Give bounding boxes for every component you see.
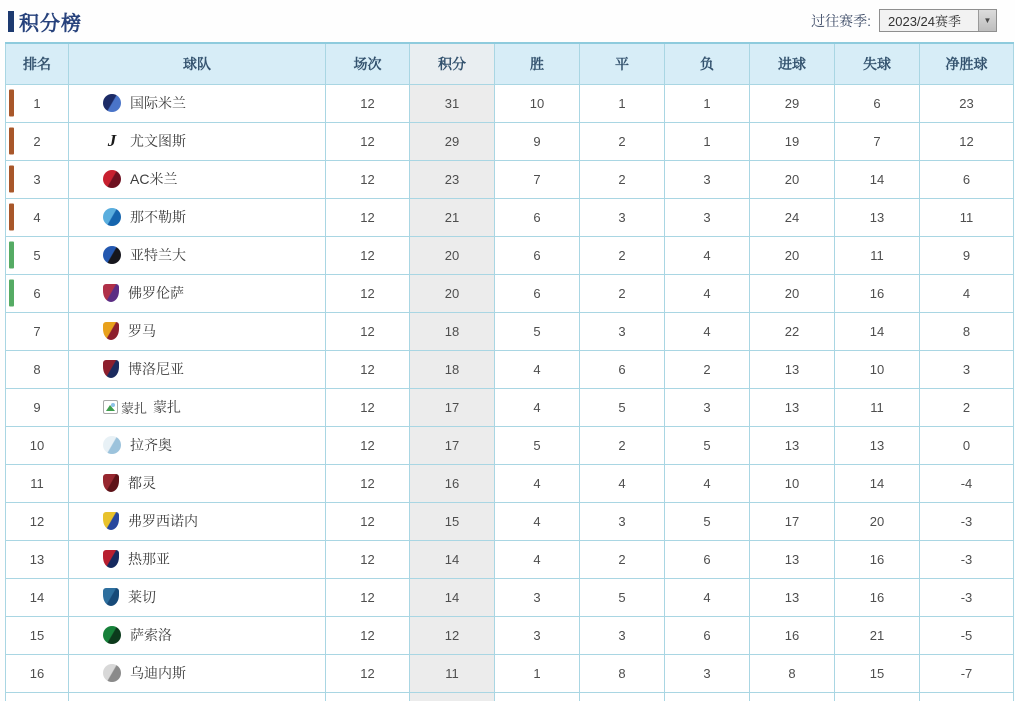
played-cell: 12 [326, 350, 410, 388]
goals-against-cell: 13 [835, 198, 920, 236]
goals-for-cell: 17 [750, 502, 835, 540]
table-row [6, 692, 1014, 701]
team-cell [69, 654, 326, 692]
losses-cell: 3 [665, 198, 750, 236]
wins-cell: 9 [495, 122, 580, 160]
team-cell [69, 502, 326, 540]
rank-number: 7 [33, 323, 41, 339]
draws-cell: 2 [580, 236, 665, 274]
col-header-goal-diff: 净胜球 [920, 43, 1014, 84]
wins-cell: 10 [495, 84, 580, 122]
draws-cell [580, 692, 665, 701]
points-cell: 29 [410, 122, 495, 160]
team-logo: J [107, 131, 117, 150]
rank-number: 10 [29, 437, 45, 453]
page-title-text: 积分榜 [19, 13, 82, 35]
goals-against-cell: 11 [835, 388, 920, 426]
table-row [6, 122, 1014, 160]
team-cell [69, 84, 326, 122]
points-cell: 12 [410, 616, 495, 654]
losses-cell: 4 [665, 578, 750, 616]
team-name: AC米兰 [130, 171, 178, 187]
team-name: 莱切 [128, 589, 156, 605]
rank-number: 6 [33, 285, 41, 301]
wins-cell [495, 692, 580, 701]
wins-cell: 6 [495, 236, 580, 274]
draws-cell: 3 [580, 312, 665, 350]
goals-against-cell: 7 [835, 122, 920, 160]
league-standings-table [5, 42, 1014, 701]
goal-diff-cell: -3 [920, 502, 1014, 540]
goal-diff-cell: 6 [920, 160, 1014, 198]
goal-diff-cell: 4 [920, 274, 1014, 312]
qualification-marker [9, 242, 14, 269]
team-name: 那不勒斯 [130, 209, 186, 225]
rank-cell [6, 236, 69, 274]
team-logo [103, 550, 119, 568]
draws-cell: 2 [580, 426, 665, 464]
team-cell [69, 236, 326, 274]
rank-cell [6, 464, 69, 502]
team-logo [103, 512, 119, 530]
losses-cell: 6 [665, 616, 750, 654]
qualification-marker [9, 90, 14, 117]
rank-number: 5 [33, 247, 41, 263]
team-logo [103, 246, 121, 264]
team-logo [103, 94, 121, 112]
season-label: 过往赛季: [811, 12, 871, 29]
table-row [6, 426, 1014, 464]
goals-against-cell: 16 [835, 578, 920, 616]
team-cell [69, 198, 326, 236]
draws-cell: 5 [580, 578, 665, 616]
table-row [6, 540, 1014, 578]
draws-cell: 8 [580, 654, 665, 692]
rank-number: 11 [30, 475, 44, 491]
goal-diff-cell: -5 [920, 616, 1014, 654]
rank-cell [6, 654, 69, 692]
team-name: 国际米兰 [130, 95, 186, 111]
goal-diff-cell: 9 [920, 236, 1014, 274]
col-header-points: 积分 [410, 43, 495, 84]
team-cell [69, 160, 326, 198]
team-name: 尤文图斯 [130, 133, 186, 149]
rank-cell [6, 502, 69, 540]
played-cell: 12 [326, 540, 410, 578]
team-name: 弗罗西诺内 [128, 513, 198, 529]
goals-for-cell: 19 [750, 122, 835, 160]
rank-number: 13 [29, 551, 45, 567]
team-logo [103, 170, 121, 188]
col-header-goals-for: 进球 [750, 43, 835, 84]
team-cell [69, 274, 326, 312]
played-cell: 12 [326, 84, 410, 122]
team-logo [103, 474, 119, 492]
team-logo [103, 284, 119, 302]
draws-cell: 5 [580, 388, 665, 426]
points-cell: 16 [410, 464, 495, 502]
season-selector [811, 9, 997, 32]
rank-number: 4 [33, 209, 41, 225]
rank-cell [6, 540, 69, 578]
team-cell [69, 578, 326, 616]
goals-against-cell: 10 [835, 350, 920, 388]
wins-cell: 4 [495, 388, 580, 426]
goals-for-cell: 13 [750, 426, 835, 464]
points-cell [410, 692, 495, 701]
table-row [6, 312, 1014, 350]
points-cell: 31 [410, 84, 495, 122]
team-name: 罗马 [128, 323, 156, 339]
team-logo [103, 664, 121, 682]
qualification-marker [9, 280, 14, 307]
col-header-draws: 平 [580, 43, 665, 84]
goals-against-cell: 13 [835, 426, 920, 464]
losses-cell: 2 [665, 350, 750, 388]
goal-diff-cell: 0 [920, 426, 1014, 464]
rank-cell [6, 616, 69, 654]
losses-cell: 4 [665, 274, 750, 312]
col-header-losses: 负 [665, 43, 750, 84]
played-cell: 12 [326, 274, 410, 312]
points-cell: 14 [410, 540, 495, 578]
wins-cell: 5 [495, 312, 580, 350]
rank-number: 8 [33, 361, 41, 377]
draws-cell: 4 [580, 464, 665, 502]
team-logo [103, 436, 121, 454]
goals-for-cell: 13 [750, 540, 835, 578]
rank-cell [6, 426, 69, 464]
team-name: 热那亚 [128, 551, 170, 567]
goals-for-cell: 13 [750, 578, 835, 616]
goals-against-cell: 15 [835, 654, 920, 692]
table-row [6, 654, 1014, 692]
points-cell: 11 [410, 654, 495, 692]
team-cell [69, 388, 326, 426]
draws-cell: 2 [580, 274, 665, 312]
team-logo [103, 626, 121, 644]
broken-image-icon [103, 400, 118, 414]
goals-for-cell: 10 [750, 464, 835, 502]
goals-against-cell: 14 [835, 464, 920, 502]
losses-cell: 1 [665, 122, 750, 160]
wins-cell: 3 [495, 578, 580, 616]
col-header-team: 球队 [69, 43, 326, 84]
title-accent-bar [8, 11, 14, 32]
rank-cell [6, 198, 69, 236]
goals-for-cell: 13 [750, 350, 835, 388]
goal-diff-cell: 3 [920, 350, 1014, 388]
team-logo [103, 322, 119, 340]
losses-cell: 3 [665, 654, 750, 692]
wins-cell: 6 [495, 274, 580, 312]
rank-cell [6, 274, 69, 312]
points-cell: 23 [410, 160, 495, 198]
rank-number: 14 [29, 589, 45, 605]
table-row [6, 578, 1014, 616]
wins-cell: 4 [495, 464, 580, 502]
team-logo [103, 360, 119, 378]
played-cell [326, 692, 410, 701]
points-cell: 17 [410, 426, 495, 464]
table-row [6, 616, 1014, 654]
draws-cell: 2 [580, 122, 665, 160]
draws-cell: 3 [580, 198, 665, 236]
table-header-row [6, 43, 1014, 84]
wins-cell: 6 [495, 198, 580, 236]
goals-against-cell: 6 [835, 84, 920, 122]
goals-for-cell: 29 [750, 84, 835, 122]
points-cell: 20 [410, 274, 495, 312]
goals-for-cell [750, 692, 835, 701]
losses-cell: 4 [665, 464, 750, 502]
goals-for-cell: 20 [750, 274, 835, 312]
rank-number: 16 [29, 665, 45, 681]
table-row [6, 160, 1014, 198]
table-row [6, 236, 1014, 274]
goals-against-cell: 14 [835, 312, 920, 350]
played-cell: 12 [326, 198, 410, 236]
rank-number: 3 [33, 171, 41, 187]
goal-diff-cell: -3 [920, 578, 1014, 616]
losses-cell: 1 [665, 84, 750, 122]
wins-cell: 1 [495, 654, 580, 692]
goal-diff-cell: -4 [920, 464, 1014, 502]
table-row [6, 198, 1014, 236]
played-cell: 12 [326, 616, 410, 654]
points-cell: 18 [410, 350, 495, 388]
goal-diff-cell: 11 [920, 198, 1014, 236]
goal-diff-cell: 2 [920, 388, 1014, 426]
topbar [0, 0, 1015, 42]
col-header-goals-against: 失球 [835, 43, 920, 84]
team-logo [103, 208, 121, 226]
rank-number: 12 [29, 513, 45, 529]
qualification-marker [9, 204, 14, 231]
goals-for-cell: 16 [750, 616, 835, 654]
team-cell [69, 464, 326, 502]
team-cell [69, 426, 326, 464]
losses-cell: 5 [665, 426, 750, 464]
team-cell [69, 616, 326, 654]
team-cell [69, 122, 326, 160]
wins-cell: 4 [495, 540, 580, 578]
played-cell: 12 [326, 122, 410, 160]
team-name: 萨索洛 [130, 627, 172, 643]
draws-cell: 6 [580, 350, 665, 388]
goals-against-cell [835, 692, 920, 701]
table-row [6, 464, 1014, 502]
draws-cell: 3 [580, 616, 665, 654]
played-cell: 12 [326, 160, 410, 198]
rank-cell [6, 122, 69, 160]
goals-for-cell: 22 [750, 312, 835, 350]
rank-cell [6, 388, 69, 426]
page-title [8, 7, 82, 36]
team-name: 蒙扎 [153, 399, 182, 415]
goal-diff-cell: 23 [920, 84, 1014, 122]
rank-cell [6, 160, 69, 198]
played-cell: 12 [326, 388, 410, 426]
losses-cell [665, 692, 750, 701]
goal-diff-cell: -7 [920, 654, 1014, 692]
points-cell: 14 [410, 578, 495, 616]
team-logo [103, 588, 119, 606]
goal-diff-cell: 12 [920, 122, 1014, 160]
qualification-marker [9, 128, 14, 155]
col-header-played: 场次 [326, 43, 410, 84]
played-cell: 12 [326, 426, 410, 464]
goal-diff-cell: -3 [920, 540, 1014, 578]
goals-against-cell: 14 [835, 160, 920, 198]
rank-number: 1 [33, 95, 41, 111]
draws-cell: 2 [580, 540, 665, 578]
team-name: 博洛尼亚 [128, 361, 184, 377]
points-cell: 21 [410, 198, 495, 236]
losses-cell: 4 [665, 312, 750, 350]
played-cell: 12 [326, 654, 410, 692]
wins-cell: 4 [495, 502, 580, 540]
team-name: 亚特兰大 [130, 247, 186, 263]
wins-cell: 3 [495, 616, 580, 654]
logo-alt-text: 蒙扎 [121, 400, 148, 416]
table-row [6, 502, 1014, 540]
points-cell: 20 [410, 236, 495, 274]
played-cell: 12 [326, 312, 410, 350]
points-cell: 17 [410, 388, 495, 426]
goals-against-cell: 11 [835, 236, 920, 274]
rank-cell [6, 692, 69, 701]
team-cell [69, 350, 326, 388]
rank-cell [6, 578, 69, 616]
team-name: 拉齐奥 [130, 437, 172, 453]
rank-number: 9 [33, 399, 41, 415]
rank-cell [6, 84, 69, 122]
losses-cell: 5 [665, 502, 750, 540]
team-name: 都灵 [128, 475, 156, 491]
wins-cell: 4 [495, 350, 580, 388]
rank-number: 2 [33, 133, 41, 149]
played-cell: 12 [326, 578, 410, 616]
goals-for-cell: 20 [750, 160, 835, 198]
rank-cell [6, 312, 69, 350]
points-cell: 18 [410, 312, 495, 350]
draws-cell: 1 [580, 84, 665, 122]
points-cell: 15 [410, 502, 495, 540]
losses-cell: 3 [665, 388, 750, 426]
goal-diff-cell [920, 692, 1014, 701]
draws-cell: 2 [580, 160, 665, 198]
team-cell [69, 692, 326, 701]
table-row [6, 84, 1014, 122]
goals-against-cell: 16 [835, 540, 920, 578]
losses-cell: 4 [665, 236, 750, 274]
played-cell: 12 [326, 502, 410, 540]
played-cell: 12 [326, 236, 410, 274]
table-row [6, 274, 1014, 312]
rank-cell [6, 350, 69, 388]
team-cell [69, 540, 326, 578]
team-name: 佛罗伦萨 [128, 285, 184, 301]
table-row [6, 388, 1014, 426]
chevron-down-icon[interactable]: ▼ [978, 10, 996, 31]
table-row [6, 350, 1014, 388]
losses-cell: 6 [665, 540, 750, 578]
season-select[interactable] [879, 9, 997, 32]
team-cell [69, 312, 326, 350]
wins-cell: 5 [495, 426, 580, 464]
col-header-wins: 胜 [495, 43, 580, 84]
played-cell: 12 [326, 464, 410, 502]
goals-for-cell: 8 [750, 654, 835, 692]
goals-against-cell: 20 [835, 502, 920, 540]
goals-against-cell: 21 [835, 616, 920, 654]
goal-diff-cell: 8 [920, 312, 1014, 350]
losses-cell: 3 [665, 160, 750, 198]
team-name: 乌迪内斯 [130, 665, 186, 681]
goals-for-cell: 13 [750, 388, 835, 426]
goals-for-cell: 24 [750, 198, 835, 236]
goals-for-cell: 20 [750, 236, 835, 274]
qualification-marker [9, 166, 14, 193]
season-select-value: 2023/24赛季 [888, 14, 961, 29]
col-header-rank: 排名 [6, 43, 69, 84]
goals-against-cell: 16 [835, 274, 920, 312]
draws-cell: 3 [580, 502, 665, 540]
rank-number: 15 [29, 627, 45, 643]
wins-cell: 7 [495, 160, 580, 198]
